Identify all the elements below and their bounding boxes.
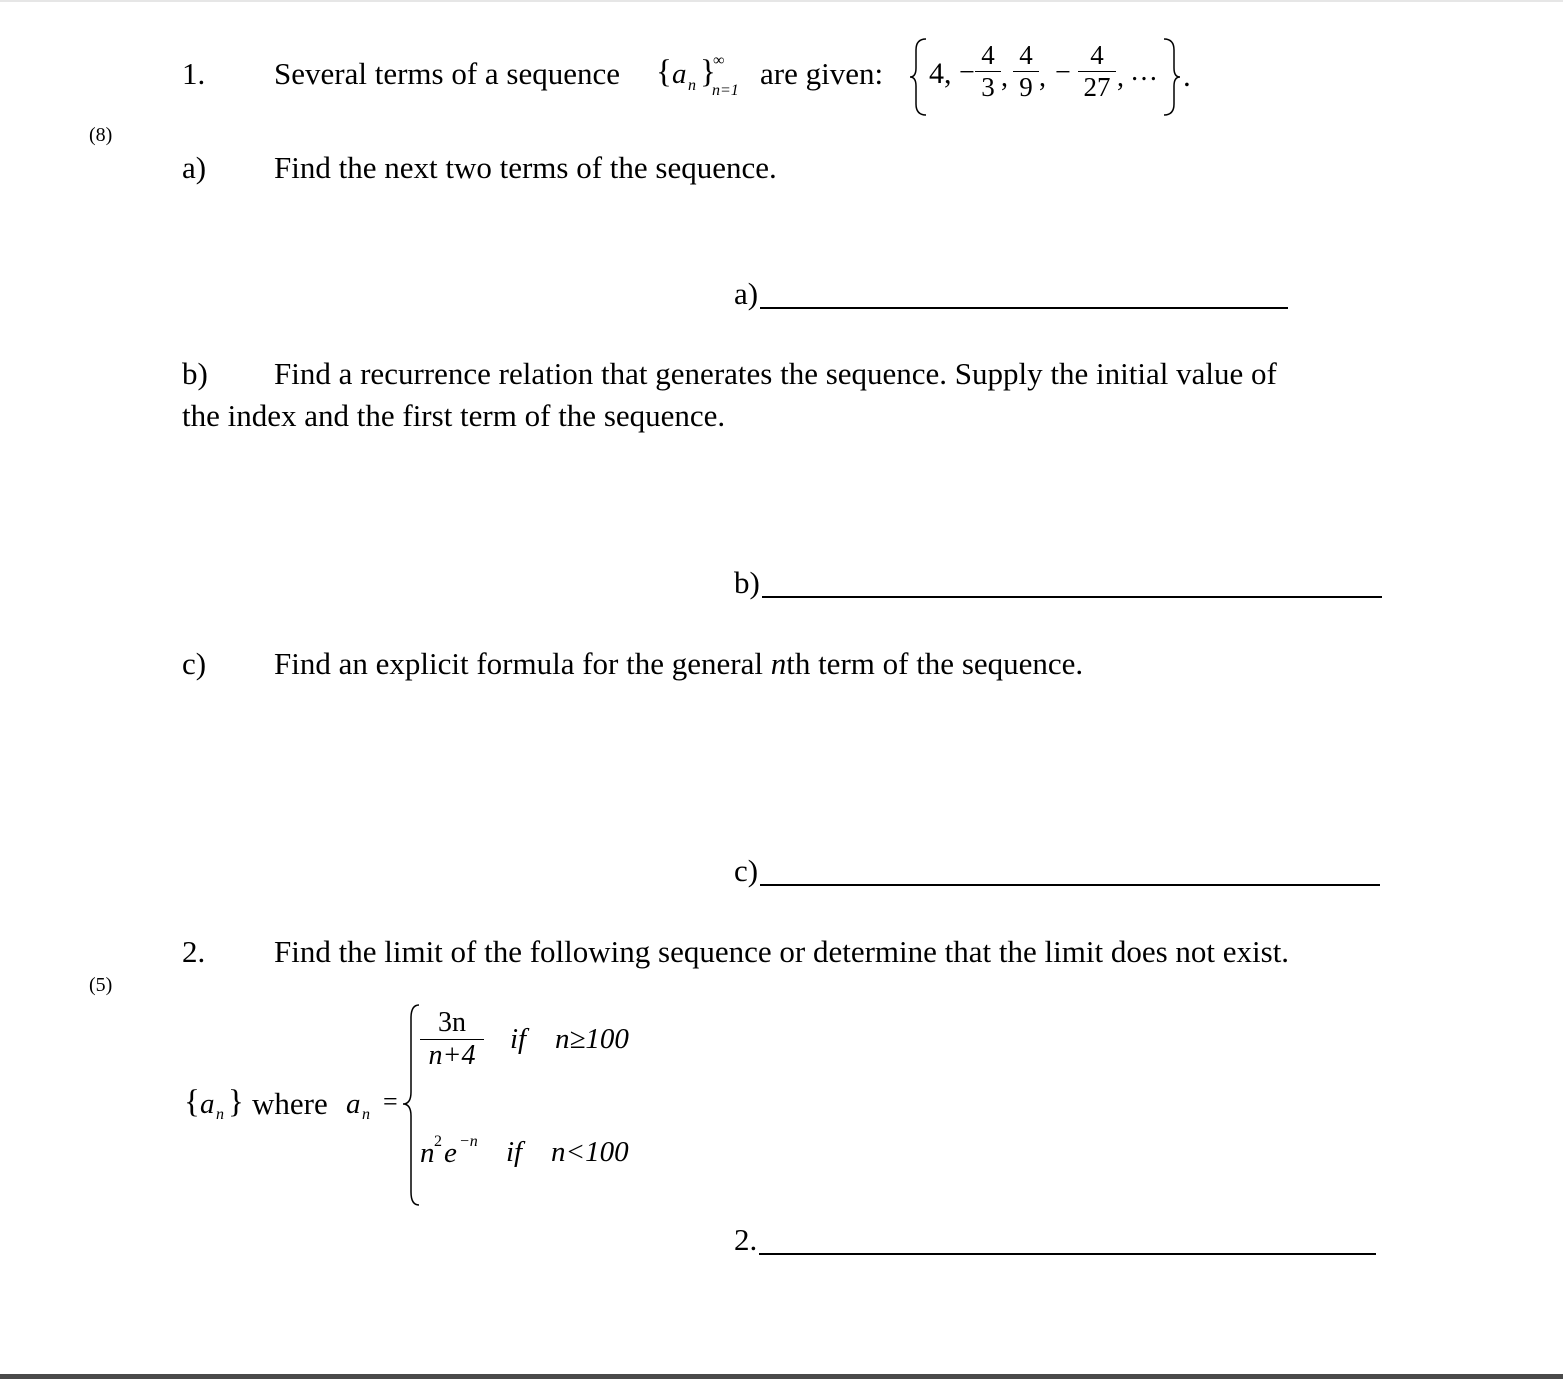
- seq-upper-limit: ∞: [713, 52, 725, 69]
- case1-fraction: [420, 1009, 484, 1070]
- case1-numerator: 3n: [420, 1009, 484, 1040]
- case2-exp2: −n: [459, 1133, 478, 1150]
- term3-fraction: [1078, 42, 1116, 101]
- case1-if: if: [510, 1023, 527, 1055]
- equals-sign: =: [383, 1087, 398, 1116]
- answer-c-label: c): [734, 853, 759, 888]
- set-close-brace: }: [228, 1084, 244, 1120]
- term2-numerator: 4: [1013, 42, 1039, 72]
- problem1-stem-prefix: Several terms of a sequence: [274, 56, 621, 91]
- term1-fraction: [975, 42, 1001, 101]
- term2-fraction: [1013, 42, 1039, 101]
- seq-open-brace: {: [656, 54, 672, 90]
- problem2-number: 2.: [182, 934, 206, 969]
- where-text: where: [252, 1086, 328, 1121]
- answer-2[interactable]: [734, 1224, 1376, 1255]
- terms-close-brace: [1160, 38, 1182, 116]
- term2-comma: ,: [1039, 62, 1046, 93]
- case2-exp1: 2: [434, 1133, 442, 1150]
- part-c-text-after: th term of the sequence.: [786, 646, 1084, 681]
- part-b-text-line2: the index and the first term of the sequence.: [182, 398, 726, 433]
- part-b-label: b): [182, 356, 208, 391]
- case2-e: e: [444, 1137, 457, 1169]
- case1-denominator: n+4: [428, 1040, 476, 1071]
- seq-lower-limit: n=1: [712, 82, 739, 99]
- part-a-label: a): [182, 150, 207, 185]
- answer-a-label: a): [734, 276, 759, 311]
- case2-condition: n<100: [551, 1136, 629, 1168]
- bottom-bar: [0, 1374, 1563, 1379]
- answer-b[interactable]: [734, 567, 1382, 598]
- case2-base: n: [420, 1137, 435, 1169]
- terms-open-brace: [908, 38, 930, 116]
- problem1-number: 1.: [182, 56, 206, 91]
- part-c-text: [274, 648, 1083, 679]
- answer-2-line[interactable]: [759, 1229, 1376, 1255]
- term1-comma: ,: [1001, 62, 1008, 93]
- term2-denominator: 9: [1019, 72, 1033, 102]
- answer-b-line[interactable]: [762, 572, 1382, 598]
- seq-var: a: [672, 58, 687, 90]
- problem1-stem-mid: are given:: [760, 56, 884, 91]
- top-border: [0, 0, 1563, 2]
- answer-a-line[interactable]: [760, 283, 1288, 309]
- problem1-points: (8): [89, 124, 113, 146]
- set-var: a: [200, 1088, 215, 1120]
- lhs-subscript: n: [362, 1106, 370, 1123]
- term3-numerator: 4: [1078, 42, 1116, 72]
- seq-close-brace: }: [700, 54, 716, 90]
- answer-b-label: b): [734, 565, 760, 600]
- term3-sign: −: [1055, 57, 1071, 88]
- term3-comma: ,: [1117, 62, 1124, 93]
- first-term: 4,: [929, 57, 952, 90]
- term1-numerator: 4: [975, 42, 1001, 72]
- part-c-text-before: Find an explicit formula for the general: [274, 646, 771, 681]
- seq-subscript: n: [688, 77, 696, 94]
- problem2-points: (5): [89, 974, 113, 996]
- terms-period: .: [1183, 58, 1191, 93]
- part-c-label: c): [182, 646, 207, 681]
- set-open-brace: {: [184, 1084, 200, 1120]
- term1-sign: −: [959, 57, 975, 88]
- term3-denominator: 27: [1083, 72, 1111, 102]
- lhs-var: a: [346, 1088, 361, 1120]
- case2-if: if: [506, 1136, 523, 1168]
- term1-denominator: 3: [981, 72, 995, 102]
- answer-c-line[interactable]: [760, 860, 1380, 886]
- set-subscript: n: [216, 1106, 224, 1123]
- case1-condition: n≥100: [555, 1023, 629, 1055]
- part-b-text-line1: Find a recurrence relation that generates the sequence. Supply the initial value of: [274, 356, 1277, 391]
- answer-a[interactable]: [734, 278, 1288, 309]
- answer-c[interactable]: [734, 855, 1380, 886]
- terms-ellipsis: …: [1130, 56, 1158, 87]
- answer-2-label: 2.: [734, 1222, 758, 1257]
- problem2-text: Find the limit of the following sequence or determine that the limit does not exist.: [274, 934, 1290, 969]
- part-c-text-var: n: [770, 646, 787, 681]
- part-a-text: Find the next two terms of the sequence.: [274, 150, 777, 185]
